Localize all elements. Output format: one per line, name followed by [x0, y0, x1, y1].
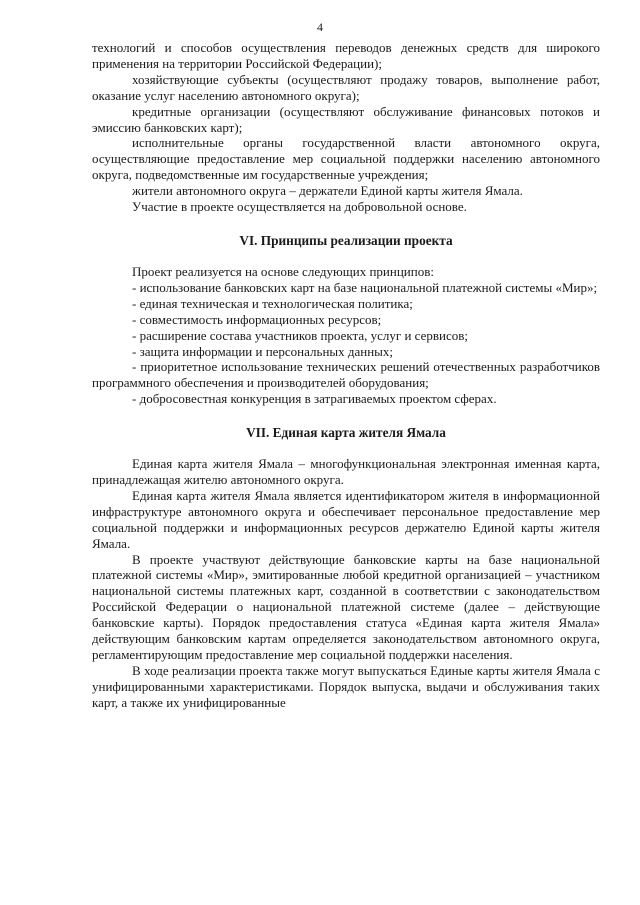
paragraph: Единая карта жителя Ямала является идентификатором жителя в информационной инфраструктуре автономного округа и обеспечивает персональное предоставление мер социальной поддержки и информационных ресурсов держателю Единой карты жителя Ямала.: [92, 487, 600, 551]
page-number: 4: [317, 20, 323, 34]
list-item: - расширение состава участников проекта, услуг и сервисов;: [132, 327, 468, 343]
section-heading-principles: VI. Принципы реализации проекта: [239, 232, 453, 248]
principles-list: [92, 264, 600, 407]
paragraph: технологий и способов осуществления переводов денежных средств для широкого применения на территории Российской Федерации);: [92, 40, 600, 71]
paragraph: исполнительные органы государственной власти автономного округа, осуществляющие предоставление мер социальной поддержки населению автономного округа, подведомственные им государственные учреждения;: [92, 135, 600, 183]
paragraph: В проекте участвуют действующие банковские карты на базе национальной платежной системы «Мир», эмитированные любой кредитной организацией – участником национальной системы платежных карт, созданной в соответствии с законодательством Российской Федерации о национальной платежной системе (далее – действующие банковские карты). Порядок предоставления статуса «Единая карта жителя Ямала» действующим банковским картам определяется законодательством автономного округа, регламентирующим предоставление мер социальной поддержки населения.: [92, 551, 600, 662]
participants-list: [92, 40, 600, 215]
list-item: - добросовестная конкуренция в затрагиваемых проектом сферах.: [132, 391, 497, 407]
paragraph: В ходе реализации проекта также могут выпускаться Единые карты жителя Ямала с унифицированными характеристиками. Порядок выпуска, выдачи и обслуживания таких карт, а также их унифицированные: [92, 662, 600, 710]
paragraph: Проект реализуется на основе следующих принципов:: [132, 263, 434, 279]
card-section-body: [92, 456, 600, 711]
paragraph: хозяйствующие субъекты (осуществляют продажу товаров, выполнение работ, оказание услуг населению автономного округа);: [92, 71, 600, 103]
list-item: - защита информации и персональных данных;: [132, 343, 394, 359]
paragraph: жители автономного округа – держатели Единой карты жителя Ямала.: [132, 183, 523, 199]
list-item: - использование банковских карт на базе национальной платежной системы «Мир»;: [132, 279, 598, 295]
list-item: - единая техническая и технологическая политика;: [132, 295, 413, 311]
list-item: - приоритетное использование технических решений отечественных разработчиков программного обеспечения и производителей оборудования;: [92, 359, 600, 391]
paragraph: Единая карта жителя Ямала – многофункциональная электронная именная карта, принадлежащая жителю автономного округа.: [92, 456, 600, 488]
paragraph: кредитные организации (осуществляют обслуживание финансовых потоков и эмиссию банковских карт);: [92, 103, 600, 135]
page-content: [92, 40, 600, 711]
paragraph: Участие в проекте осуществляется на добровольной основе.: [132, 199, 467, 215]
section-heading-card: VII. Единая карта жителя Ямала: [246, 425, 446, 441]
list-item: - совместимость информационных ресурсов;: [132, 311, 382, 327]
